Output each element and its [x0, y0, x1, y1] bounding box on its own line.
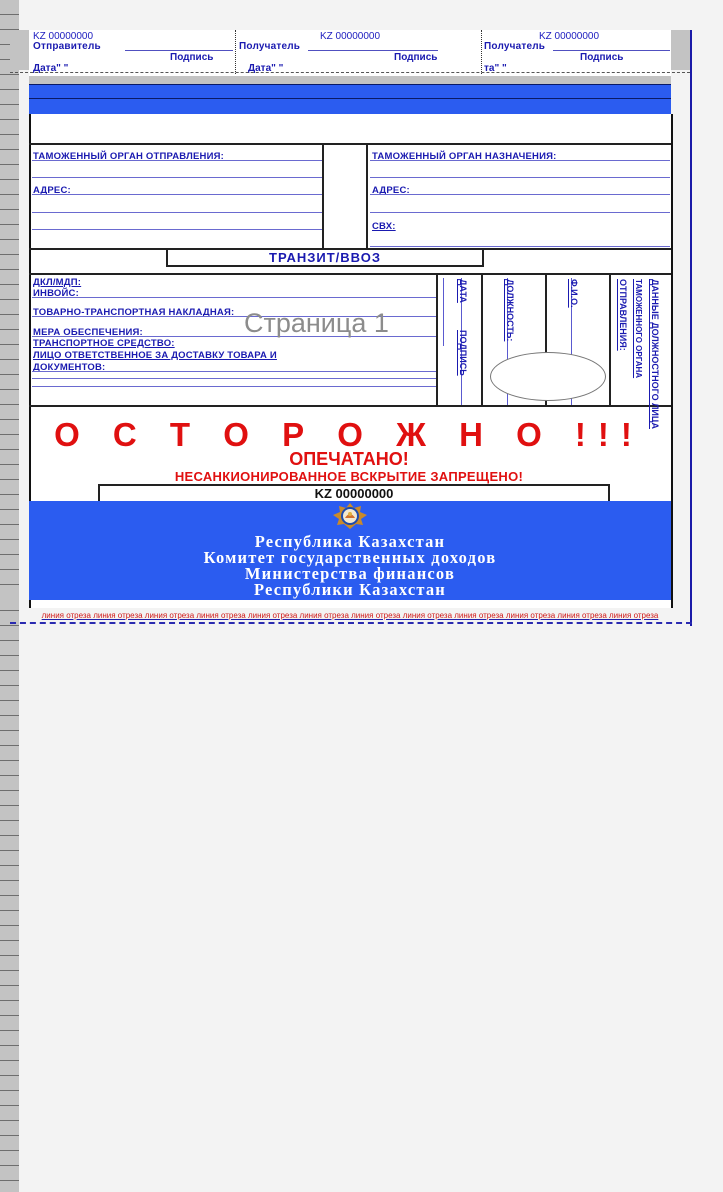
right-blue-edge: [690, 30, 692, 626]
destination-address-label: АДРЕС:: [372, 185, 410, 196]
divider-vertical: [481, 273, 483, 406]
divider-vertical: [366, 143, 368, 249]
field-line: [32, 371, 436, 372]
departure-office-label: ТАМОЖЕННЫЙ ОРГАН ОТПРАВЛЕНИЯ:: [33, 151, 225, 162]
destination-warehouse-label: СВХ:: [372, 221, 396, 232]
stub-code: KZ 00000000: [320, 31, 381, 42]
left-top-gray: [10, 30, 29, 70]
field-line: [32, 194, 322, 195]
right-top-gray: [671, 30, 690, 70]
forbidden-notice: НЕСАНКИОНИРОВАННОЕ ВСКРЫТИЕ ЗАПРЕЩЕНО!: [174, 469, 524, 484]
position-label: ДОЛЖНОСТЬ:: [505, 279, 515, 342]
blue-bar-border: [29, 84, 671, 85]
field-line: [32, 297, 436, 298]
stub-party-line: [308, 50, 438, 51]
field-line: [32, 378, 436, 379]
stub-perforation: [481, 30, 482, 74]
divider-vertical: [436, 273, 438, 406]
divider: [29, 273, 671, 275]
stub-date: Дата" ": [248, 63, 284, 74]
caution-heading: О С Т О Р О Ж Н О !!!: [54, 416, 644, 453]
left-gray-margin: [0, 0, 19, 596]
official-data-label-2: ТАМОЖЕННОГО ОРГАНА: [634, 279, 643, 379]
stub-party: Получатель: [484, 41, 546, 52]
stub-perforation: [235, 30, 236, 74]
field-line: [32, 212, 322, 213]
stub-receiver-2: [483, 30, 671, 74]
divider: [29, 143, 671, 145]
org-line-1: Республика Казахстан: [254, 532, 446, 551]
org-line-2: Комитет государственных доходов: [203, 548, 497, 567]
stub-cut-line: [10, 72, 690, 73]
field-line: [370, 212, 670, 213]
stub-sender: [29, 30, 235, 74]
stub-code: KZ 00000000: [33, 31, 94, 42]
stub-signature: Подпись: [394, 52, 438, 63]
cut-line-text: линия отреза линия отреза линия отреза линия отреза линия отреза линия отреза линия отреза линия отреза линия отреза линия отреза линия отреза линия отреза: [41, 611, 659, 620]
stub-signature: Подпись: [580, 52, 624, 63]
stub-party-line: [553, 50, 670, 51]
stub-signature: Подпись: [170, 52, 214, 63]
signature-label: ПОДПИСЬ: [458, 330, 468, 376]
gray-band: [29, 76, 671, 84]
stub-date: та" ": [484, 63, 507, 74]
field-line: [32, 386, 436, 387]
field-line: [32, 160, 322, 161]
name-label: Ф.И.О.: [569, 279, 579, 308]
stub-code: KZ 00000000: [539, 31, 600, 42]
stub-party-line: [125, 50, 233, 51]
top-blue-bar: [29, 84, 671, 114]
org-line-3: Министерства финансов: [244, 564, 456, 583]
emblem-icon: [330, 502, 370, 530]
responsible-label-1: ЛИЦО ОТВЕТСТВЕННОЕ ЗА ДОСТАВКУ ТОВАРА И: [33, 350, 277, 361]
field-line: [32, 177, 322, 178]
stub-date: Дата" ": [33, 63, 69, 74]
official-data-label-1: ДАННЫЕ ДОЛЖНОСТНОГО ЛИЦА: [650, 279, 660, 429]
invoice-label: ИНВОЙС:: [33, 288, 79, 299]
page-watermark: Страница 1: [244, 308, 389, 338]
seal-code: KZ 00000000: [98, 484, 610, 501]
stamp-oval: [490, 352, 606, 401]
official-data-label-3: ОТПРАВЛЕНИЯ:: [618, 279, 628, 351]
field-line: [370, 177, 670, 178]
sealed-heading: ОПЕЧАТАНО!: [289, 449, 409, 469]
divider-vertical: [322, 143, 324, 249]
responsible-label-2: ДОКУМЕНТОВ:: [33, 362, 106, 373]
destination-office-label: ТАМОЖЕННЫЙ ОРГАН НАЗНАЧЕНИЯ:: [372, 151, 557, 162]
field-line: [370, 246, 670, 247]
stub-party: Отправитель: [33, 41, 101, 52]
dkl-label: ДКЛ/МДП:: [33, 277, 82, 288]
stub-receiver-1: [236, 30, 482, 74]
divider-vertical: [609, 273, 611, 406]
vehicle-label: ТРАНСПОРТНОЕ СРЕДСТВО:: [33, 338, 175, 349]
field-line: [32, 229, 322, 230]
departure-address-label: АДРЕС:: [33, 185, 71, 196]
stub-party: Получатель: [239, 41, 301, 52]
org-line-4: Республики Казахстан: [253, 580, 447, 599]
tear-off-stubs: [29, 30, 671, 76]
cut-line-dash: [10, 622, 692, 624]
field-line: [443, 278, 444, 346]
date-label: ДАТА: [458, 279, 468, 303]
right-gray-margin: [0, 596, 19, 1192]
transit-label: ТРАНЗИТ/ВВОЗ: [166, 250, 484, 267]
security-label: МЕРА ОБЕСПЕЧЕНИЯ:: [33, 327, 143, 338]
divider: [29, 405, 671, 407]
field-line: [370, 194, 670, 195]
waybill-label: ТОВАРНО-ТРАНСПОРТНАЯ НАКЛАДНАЯ:: [33, 307, 235, 318]
field-line: [370, 160, 670, 161]
